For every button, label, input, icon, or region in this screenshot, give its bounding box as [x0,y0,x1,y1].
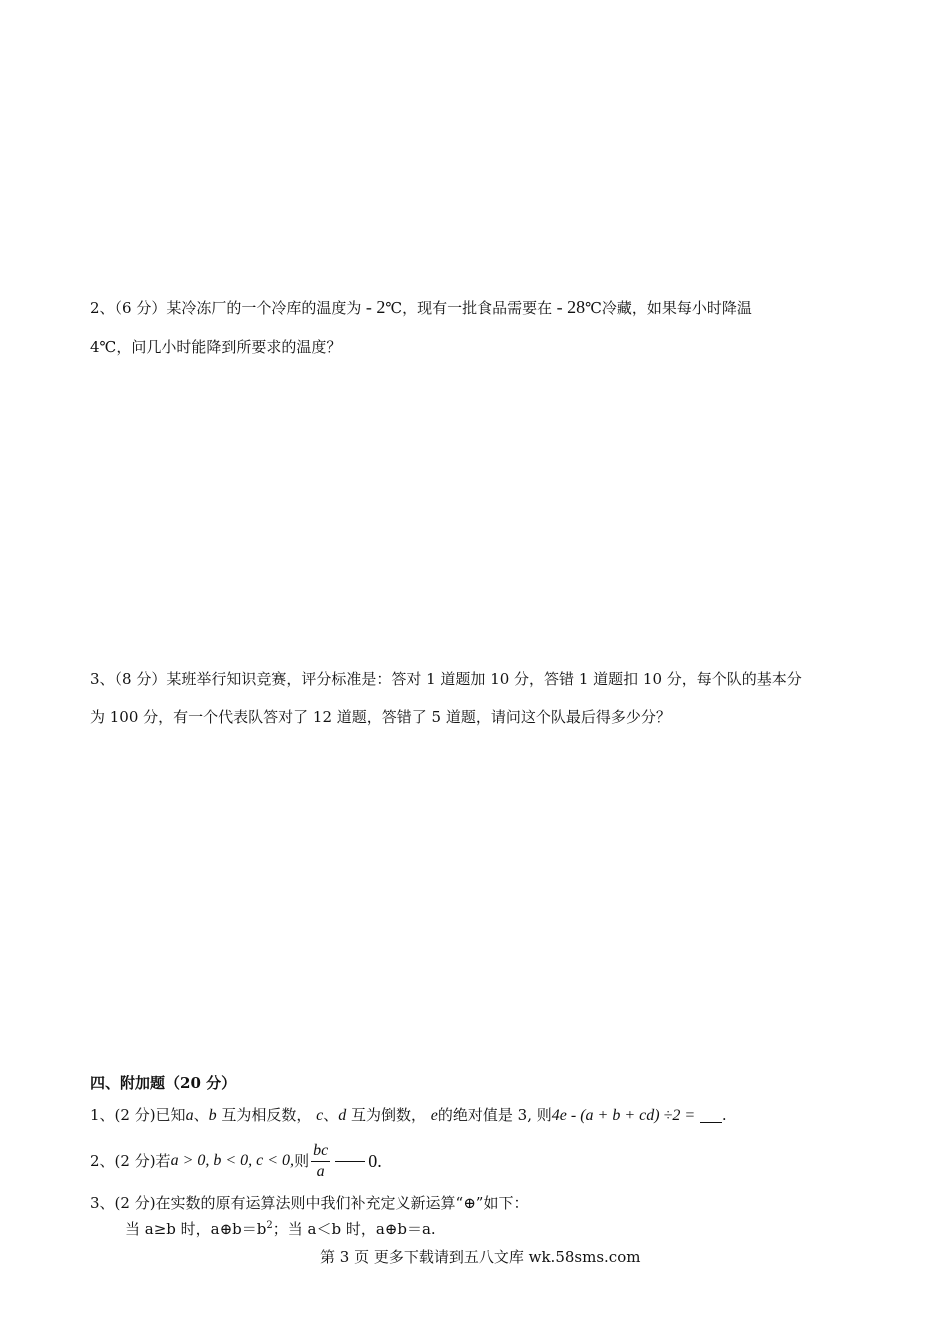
p1-var-e: e [430,1107,438,1124]
q2-line2: 4℃，问几小时能降到所要求的温度？ [90,338,342,356]
p1-sep2: 、 [323,1106,339,1124]
q2-text-b: ℃，现有一批食品需要在 [385,299,553,317]
q2-temp-2: - 28 [552,297,586,317]
p1-var-d: d [338,1107,347,1124]
p1-text-b: 互为相反数， [216,1106,317,1124]
p1-text-c: 互为倒数， [346,1106,431,1124]
p2-end: 0. [368,1151,382,1171]
s4-problem-1 [90,1104,727,1127]
q3-line1: 3、（8 分）某班举行知识竞赛，评分标准是：答对 1 道题加 10 分，答错 1 道题扣 10 分，每个队的基本分 [90,670,802,688]
p1-expression: 4e - (a + b + cd) ÷2 = [551,1107,696,1124]
p3-line2-b: ；当 a＜b 时，a⊕b＝a. [272,1220,436,1238]
p1-sep: 、 [193,1106,209,1124]
p1-answer-blank[interactable] [700,1122,722,1123]
q3-line2: 为 100 分，有一个代表队答对了 12 道题，答错了 5 道题，请问这个队最后得多少分？ [90,708,671,726]
p2-condition: a > 0, b < 0, c < 0, [170,1152,295,1169]
p2-text-a: 2、(2 分)若 [90,1152,171,1170]
q2-text-c: ℃冷藏，如果每小时降温 [585,299,752,317]
page-footer: 第 3 页 更多下载请到五八文库 wk.58sms.com [320,1248,641,1266]
p3-superscript: 2 [266,1220,273,1231]
p2-fraction [311,1141,330,1182]
q2-text-a: 2、（6 分）某冷冻厂的一个冷库的温度为 [90,299,362,317]
s4-problem-2 [90,1138,382,1184]
p1-var-b: b [208,1107,217,1124]
p2-answer-blank[interactable] [335,1161,365,1162]
p3-line2 [125,1218,436,1240]
p3-line1: 3、(2 分)在实数的原有运算法则中我们补充定义新运算“⊕”如下： [90,1194,529,1212]
p1-end: . [721,1106,727,1124]
p2-denominator: a [316,1162,325,1180]
p1-var-c: c [316,1107,324,1124]
q2-line1 [90,296,752,319]
p1-text-a: 1、(2 分)已知 [90,1106,186,1124]
p1-text-d: 的绝对值是 3, 则 [437,1106,552,1124]
p3-line2-a: 当 a≥b 时，a⊕b＝b [125,1220,267,1238]
p1-var-a: a [185,1107,194,1124]
q2-temp-1: - 2 [361,297,386,317]
p2-text-b: 则 [294,1152,310,1170]
p2-numerator: bc [311,1141,330,1162]
section4-heading: 四、附加题（20 分） [90,1074,237,1092]
